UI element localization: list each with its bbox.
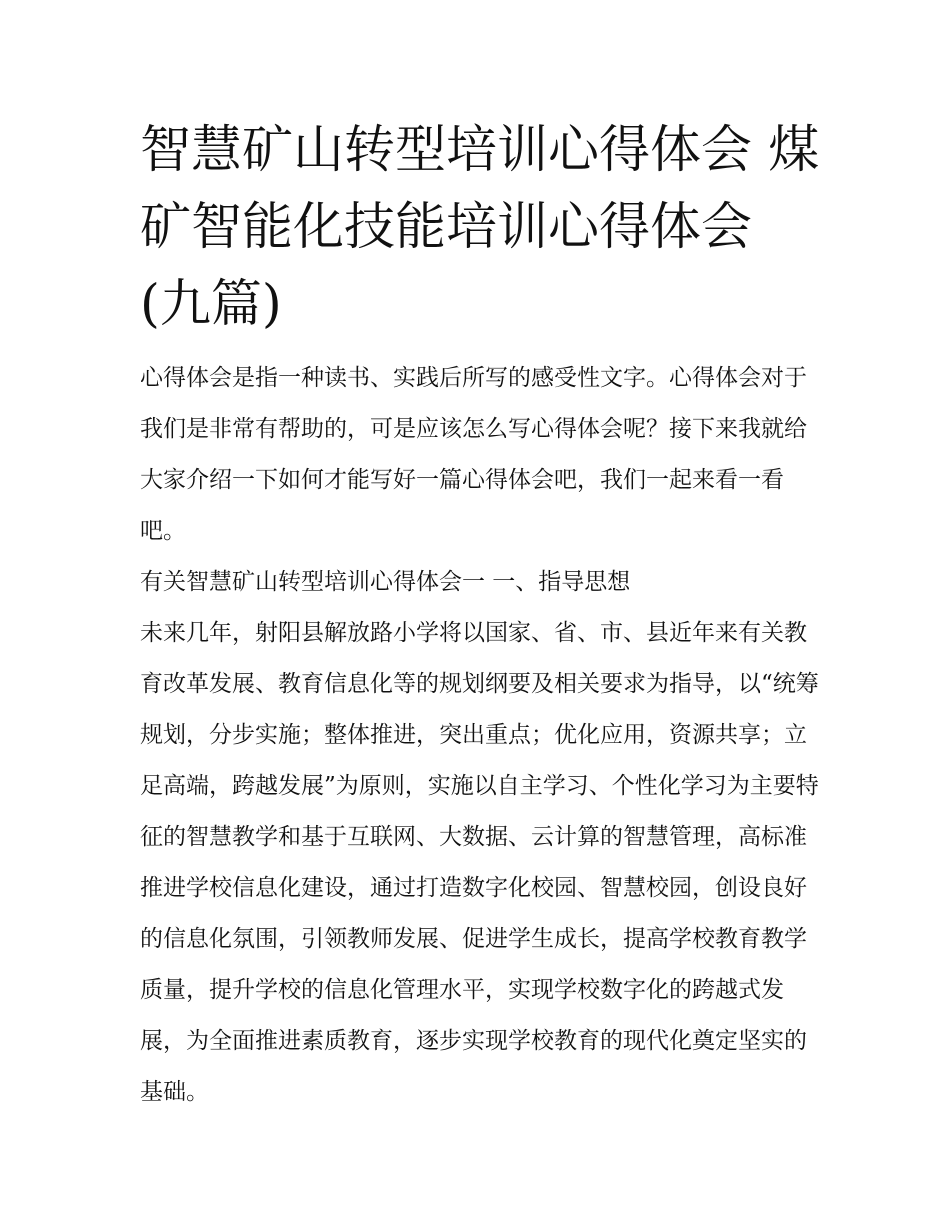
intro-paragraph: 心得体会是指一种读书、实践后所写的感受性文字。心得体会对于我们是非常有帮助的，可是应该怎么写心得体会呢？接下来我就给大家介绍一下如何才能写好一篇心得体会吧，我们一起来看一看吧。: [140, 365, 807, 544]
document-title: 智慧矿山转型培训心得体会 煤矿智能化技能培训心得体会(九篇): [140, 121, 820, 334]
section-heading: 有关智慧矿山转型培训心得体会一 一、指导思想: [140, 569, 631, 595]
section-body-paragraph: 未来几年，射阳县解放路小学将以国家、省、市、县近年来有关教育改革发展、教育信息化等的规划纲要及相关要求为指导，以“统筹规划，分步实施；整体推进，突出重点；优化应用，资源共享；立足高端，跨越发展”为原则，实施以自主学习、个性化学习为主要特征的智慧教学和基于互联网、大数据、云计算的智慧管理，高标准推进学校信息化建设，通过打造数字化校园、智慧校园，创设良好的信息化氛围，引领教师发展、促进学生成长，提高学校教育教学质量，提升学校的信息化管理水平，实现学校数字化的跨越式发展，为全面推进素质教育，逐步实现学校教育的现代化奠定坚实的基础。: [140, 620, 819, 1105]
